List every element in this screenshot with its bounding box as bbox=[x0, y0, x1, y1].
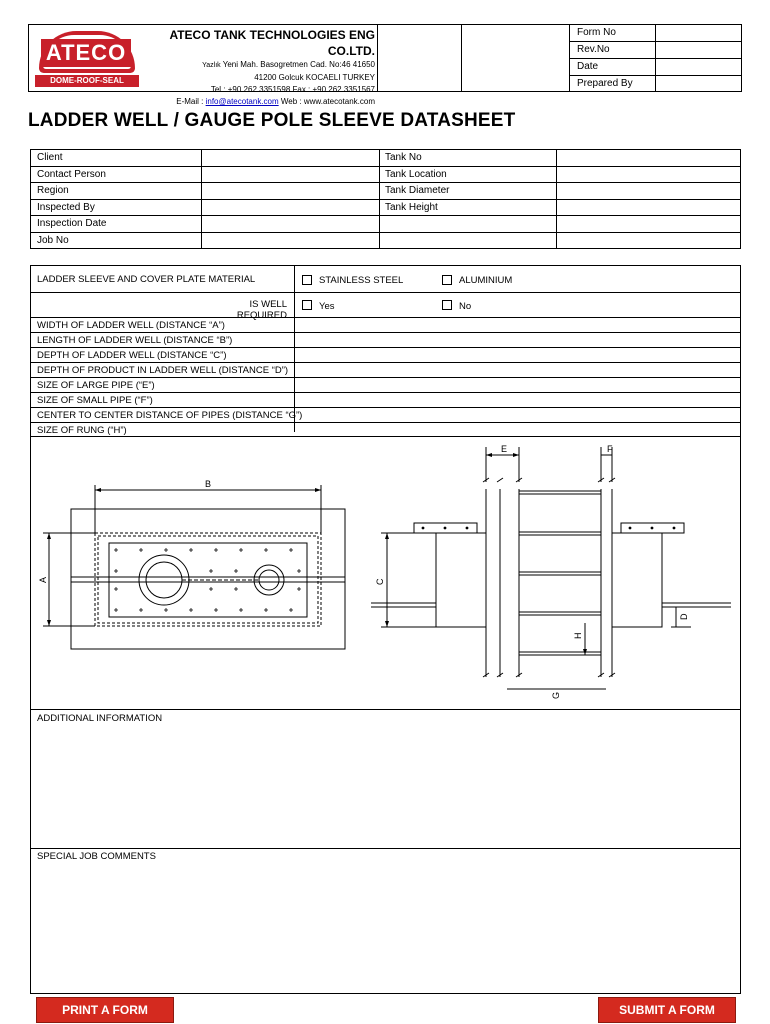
yes-checkbox[interactable] bbox=[302, 300, 312, 310]
form-header bbox=[28, 24, 742, 106]
inspection-date-label: Inspection Date bbox=[37, 218, 107, 230]
region-field[interactable] bbox=[202, 184, 378, 200]
print-form-button[interactable]: PRINT A FORM bbox=[36, 997, 174, 1023]
specs-table bbox=[30, 265, 741, 994]
prepared-by-label: Prepared By bbox=[577, 78, 633, 89]
company-address: Yazlık Yeni Mah. Basogretmen Cad. No:46 41650 bbox=[202, 60, 375, 69]
small-pipe-f-label: SIZE OF SMALL PIPE (“F”) bbox=[37, 395, 153, 406]
product-depth-d-field[interactable] bbox=[295, 363, 741, 378]
company-contact: E-Mail : info@atecotank.com Web : www.atecotank.com bbox=[176, 97, 375, 106]
special-comments-field[interactable] bbox=[33, 864, 739, 990]
client-label: Client bbox=[37, 152, 63, 163]
form-no-label: Form No bbox=[577, 27, 616, 38]
dim-b-label: B bbox=[205, 479, 212, 489]
stainless-steel-checkbox[interactable] bbox=[302, 275, 312, 285]
yes-label: Yes bbox=[319, 301, 335, 312]
region-label: Region bbox=[37, 185, 69, 197]
inspection-date-field[interactable] bbox=[202, 217, 378, 233]
no-checkbox[interactable] bbox=[442, 300, 452, 310]
large-pipe-e-field[interactable] bbox=[295, 378, 741, 393]
plan-outer-plate bbox=[71, 509, 345, 649]
dim-g-label: G bbox=[551, 691, 561, 699]
company-city: 41200 Golcuk KOCAELI TURKEY bbox=[254, 73, 375, 82]
width-a-label: WIDTH OF LADDER WELL (DISTANCE “A”) bbox=[37, 320, 225, 331]
length-b-field[interactable] bbox=[295, 333, 741, 348]
dim-c-label: C bbox=[375, 578, 385, 585]
inspected-by-field[interactable] bbox=[202, 200, 378, 216]
product-depth-d-label: DEPTH OF PRODUCT IN LADDER WELL (DISTANCE “D”) bbox=[37, 365, 289, 376]
stainless-steel-label: STAINLESS STEEL bbox=[319, 275, 404, 286]
job-no-field[interactable] bbox=[202, 233, 378, 249]
company-name: ATECO TANK TECHNOLOGIES ENG CO.LTD. bbox=[169, 28, 375, 58]
tank-no-field[interactable] bbox=[557, 150, 741, 166]
large-pipe-e-label: SIZE OF LARGE PIPE (“E”) bbox=[37, 380, 155, 391]
tank-no-label: Tank No bbox=[385, 152, 422, 163]
rung-size-h-field[interactable] bbox=[295, 423, 741, 437]
rev-no-label: Rev.No bbox=[577, 44, 610, 55]
company-block bbox=[147, 27, 375, 108]
aluminium-label: ALUMINIUM bbox=[459, 275, 513, 286]
contact-person-field[interactable] bbox=[202, 167, 378, 183]
email-link[interactable]: info@atecotank.com bbox=[205, 97, 279, 106]
dim-a-label: A bbox=[38, 576, 48, 583]
dim-e-label: E bbox=[501, 444, 508, 454]
depth-c-field[interactable] bbox=[295, 348, 741, 363]
dim-d-label: D bbox=[679, 613, 689, 620]
length-b-label: LENGTH OF LADDER WELL (DISTANCE “B”) bbox=[37, 335, 233, 346]
depth-c-label: DEPTH OF LADDER WELL (DISTANCE “C”) bbox=[37, 350, 227, 361]
submit-form-button[interactable]: SUBMIT A FORM bbox=[598, 997, 736, 1023]
no-label: No bbox=[459, 301, 472, 312]
tank-diameter-field[interactable] bbox=[557, 184, 741, 200]
pipe-distance-g-label: CENTER TO CENTER DISTANCE OF PIPES (DISTANCE “G”) bbox=[37, 410, 303, 421]
width-a-field[interactable] bbox=[295, 318, 741, 333]
tank-height-label: Tank Height bbox=[385, 201, 438, 213]
inspected-by-label: Inspected By bbox=[37, 201, 95, 213]
tank-location-field[interactable] bbox=[557, 167, 741, 183]
info-table bbox=[30, 149, 741, 249]
additional-info-label: ADDITIONAL INFORMATION bbox=[37, 713, 163, 724]
tank-height-field[interactable] bbox=[557, 200, 741, 216]
logo-tagline: DOME-ROOF-SEAL bbox=[35, 75, 139, 87]
well-required-label: IS WELL REQUIRED bbox=[236, 299, 287, 321]
company-phone-fax: Tel : +90.262.3351598 Fax : +90.262.3351567 bbox=[210, 85, 375, 94]
pipe-distance-g-field[interactable] bbox=[295, 408, 741, 423]
tank-location-label: Tank Location bbox=[385, 168, 447, 180]
client-field[interactable] bbox=[202, 150, 378, 166]
rung-size-h-label: SIZE OF RUNG (“H”) bbox=[37, 425, 127, 436]
date-label: Date bbox=[577, 61, 599, 72]
dim-f-label: F bbox=[607, 444, 613, 454]
contact-person-label: Contact Person bbox=[37, 168, 106, 180]
logo-word: ATECO bbox=[41, 39, 131, 67]
rung bbox=[519, 491, 601, 494]
dim-h-label: H bbox=[573, 632, 583, 639]
tank-diameter-label: Tank Diameter bbox=[385, 185, 450, 197]
small-pipe-f-field[interactable] bbox=[295, 393, 741, 408]
material-label: LADDER SLEEVE AND COVER PLATE MATERIAL bbox=[37, 274, 256, 285]
page-title: LADDER WELL / GAUGE POLE SLEEVE DATASHEET bbox=[28, 110, 516, 131]
aluminium-checkbox[interactable] bbox=[442, 275, 452, 285]
job-no-label: Job No bbox=[37, 235, 69, 246]
additional-info-field[interactable] bbox=[33, 726, 739, 846]
ateco-logo bbox=[33, 31, 143, 87]
ladder-well-drawing bbox=[31, 437, 742, 710]
special-comments-label: SPECIAL JOB COMMENTS bbox=[37, 851, 156, 862]
